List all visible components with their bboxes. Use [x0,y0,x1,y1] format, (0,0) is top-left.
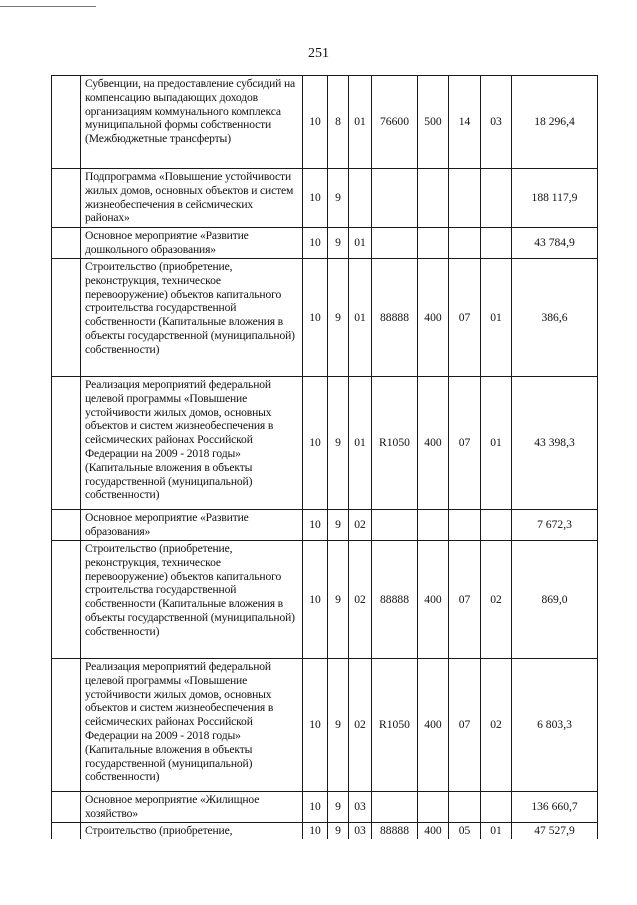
row-margin-cell [52,792,81,823]
code-target-cell [372,510,418,541]
code-section-cell: 10 [303,169,328,228]
code-subprogram-cell: 9 [328,792,349,823]
table-row [52,76,598,169]
code-subsection-cell [481,792,512,823]
amount-cell: 43 398,3 [512,377,598,510]
table-row [52,377,598,510]
code-subsection-cell: 01 [481,259,512,377]
code-target-cell: 76600 [372,76,418,169]
code-chapter-cell: 07 [449,659,481,792]
code-subsection-cell [481,228,512,259]
code-expense-type-cell: 400 [418,377,449,510]
code-subprogram-cell: 9 [328,541,349,659]
code-measure-cell: 01 [349,228,372,259]
code-measure-cell: 01 [349,259,372,377]
code-subprogram-cell: 9 [328,823,349,839]
amount-cell: 43 784,9 [512,228,598,259]
row-margin-cell [52,510,81,541]
code-subprogram-cell: 9 [328,377,349,510]
amount-cell: 7 672,3 [512,510,598,541]
code-expense-type-cell: 400 [418,659,449,792]
item-name-cell: Основное мероприятие «Развитие дошкольного образования» [81,228,303,259]
code-expense-type-cell: 400 [418,541,449,659]
code-section-cell: 10 [303,823,328,839]
amount-cell: 869,0 [512,541,598,659]
item-name-cell: Основное мероприятие «Развитие образования» [81,510,303,541]
amount-cell: 188 117,9 [512,169,598,228]
table-row [52,228,598,259]
item-name-cell: Строительство (приобретение, реконструкция, техническое перевооружение) объектов капитального строительства государственной собственности (Капитальные вложения в объекты государственной (муниципальной) собственности) [81,541,303,659]
table-row [52,823,598,839]
code-expense-type-cell: 500 [418,76,449,169]
table-row [52,259,598,377]
code-target-cell: 88888 [372,259,418,377]
code-target-cell: R1050 [372,659,418,792]
amount-cell: 18 296,4 [512,76,598,169]
code-subsection-cell: 02 [481,541,512,659]
amount-cell: 386,6 [512,259,598,377]
code-subprogram-cell: 8 [328,76,349,169]
code-measure-cell: 02 [349,541,372,659]
item-name-cell: Основное мероприятие «Жилищное хозяйство» [81,792,303,823]
code-measure-cell: 02 [349,659,372,792]
table-body [52,76,598,839]
code-target-cell [372,792,418,823]
table-row [52,659,598,792]
code-chapter-cell [449,228,481,259]
code-expense-type-cell [418,169,449,228]
code-section-cell: 10 [303,259,328,377]
item-name-cell: Реализация мероприятий федеральной целевой программы «Повышение устойчивости жилых домов, основных объектов и систем жизнеобеспечения в сейсмических районах Российской Федерации на 2009 - 2018 годы» (Капитальные вложения в объекты государственной (муниципальной) собственности) [81,659,303,792]
row-margin-cell [52,228,81,259]
code-subsection-cell [481,510,512,541]
code-section-cell: 10 [303,377,328,510]
code-measure-cell: 03 [349,823,372,839]
code-chapter-cell: 14 [449,76,481,169]
code-subsection-cell: 03 [481,76,512,169]
code-subsection-cell: 01 [481,377,512,510]
row-margin-cell [52,259,81,377]
code-expense-type-cell [418,228,449,259]
row-margin-cell [52,823,81,839]
row-margin-cell [52,377,81,510]
code-subsection-cell [481,169,512,228]
code-expense-type-cell [418,510,449,541]
page-number: 251 [308,46,329,61]
code-chapter-cell [449,792,481,823]
code-expense-type-cell: 400 [418,823,449,839]
code-measure-cell: 02 [349,510,372,541]
budget-table [51,75,598,839]
item-name-cell: Подпрограмма «Повышение устойчивости жилых домов, основных объектов и систем жизнеобеспечения в сейсмических районах» [81,169,303,228]
code-expense-type-cell: 400 [418,259,449,377]
code-measure-cell: 03 [349,792,372,823]
table-row [52,169,598,228]
amount-cell: 6 803,3 [512,659,598,792]
scan-edge-line [0,6,96,7]
table-row [52,541,598,659]
row-margin-cell [52,169,81,228]
table-row [52,510,598,541]
amount-cell: 47 527,9 [512,823,598,839]
code-subprogram-cell: 9 [328,259,349,377]
code-target-cell: 88888 [372,541,418,659]
code-subprogram-cell: 9 [328,169,349,228]
code-chapter-cell: 07 [449,541,481,659]
code-section-cell: 10 [303,76,328,169]
code-subprogram-cell: 9 [328,659,349,792]
code-expense-type-cell [418,792,449,823]
code-section-cell: 10 [303,541,328,659]
code-chapter-cell: 05 [449,823,481,839]
code-chapter-cell: 07 [449,259,481,377]
code-chapter-cell [449,169,481,228]
code-measure-cell: 01 [349,76,372,169]
code-section-cell: 10 [303,228,328,259]
code-chapter-cell: 07 [449,377,481,510]
code-subsection-cell: 02 [481,659,512,792]
code-subprogram-cell: 9 [328,228,349,259]
row-margin-cell [52,541,81,659]
code-subprogram-cell: 9 [328,510,349,541]
row-margin-cell [52,76,81,169]
item-name-cell: Строительство (приобретение, [81,823,303,839]
code-target-cell [372,228,418,259]
item-name-cell: Строительство (приобретение, реконструкция, техническое перевооружение) объектов капитального строительства государственной собственности (Капитальные вложения в объекты государственной (муниципальной) собственности) [81,259,303,377]
code-measure-cell: 01 [349,377,372,510]
code-target-cell [372,169,418,228]
code-target-cell: R1050 [372,377,418,510]
row-margin-cell [52,659,81,792]
item-name-cell: Субвенции, на предоставление субсидий на компенсацию выпадающих доходов организациям коммунального комплекса муниципальной формы собственности (Межбюджетные трансферты) [81,76,303,169]
item-name-cell: Реализация мероприятий федеральной целевой программы «Повышение устойчивости жилых домов, основных объектов и систем жизнеобеспечения в сейсмических районах Российской Федерации на 2009 - 2018 годы» (Капитальные вложения в объекты государственной (муниципальной) собственности) [81,377,303,510]
code-chapter-cell [449,510,481,541]
code-subsection-cell: 01 [481,823,512,839]
code-section-cell: 10 [303,659,328,792]
code-section-cell: 10 [303,510,328,541]
code-target-cell: 88888 [372,823,418,839]
code-section-cell: 10 [303,792,328,823]
table-row [52,792,598,823]
amount-cell: 136 660,7 [512,792,598,823]
code-measure-cell [349,169,372,228]
